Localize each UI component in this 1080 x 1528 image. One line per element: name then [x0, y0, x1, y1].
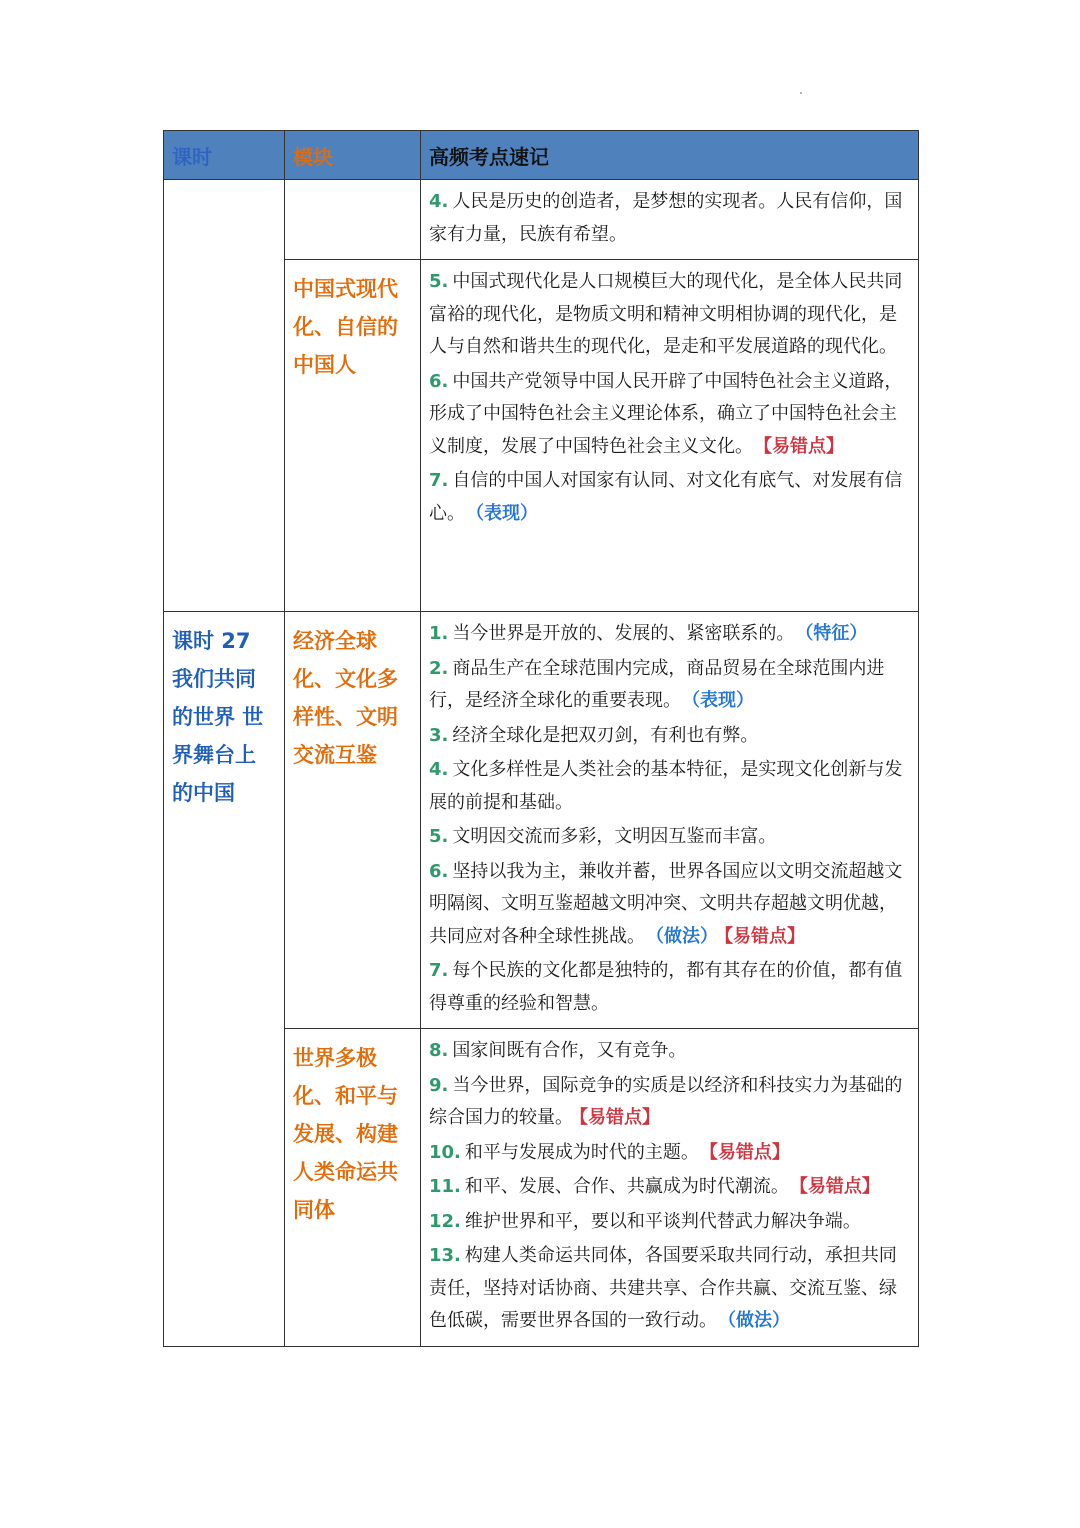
table-header-row — [164, 131, 919, 180]
list-item — [429, 1171, 910, 1204]
item-number: 2. — [429, 657, 449, 679]
item-text: 维护世界和平，要以和平谈判代替武力解决争端。 — [464, 1210, 861, 1232]
error-prone-tag: 【易错点】 — [798, 1176, 880, 1197]
item-number: 10. — [429, 1141, 461, 1163]
list-item — [429, 366, 910, 464]
item-number: 3. — [429, 724, 449, 746]
list-item — [429, 821, 910, 854]
item-text: 国家间既有合作，又有竞争。 — [452, 1040, 687, 1061]
item-number: 12. — [429, 1210, 461, 1232]
points-cell — [421, 180, 919, 260]
list-item — [429, 1137, 910, 1170]
error-prone-tag: 【易错点】 — [763, 435, 844, 457]
item-number: 4. — [429, 759, 449, 780]
item-text: 商品生产在全球范围内完成，商品贸易在全球范围内进行，是经济全球化的重要表现。 — [429, 657, 885, 711]
table-row — [164, 180, 919, 260]
item-text: 和平、发展、合作、共赢成为时代潮流。 — [464, 1176, 789, 1197]
item-number: 13. — [429, 1245, 461, 1266]
item-number: 11. — [429, 1176, 461, 1197]
item-number: 4. — [429, 191, 449, 212]
study-notes-table — [163, 130, 919, 1347]
item-text: 中国共产党领导中国人民开辟了中国特色社会主义道路，形成了中国特色社会主义理论体系，确立了中国特色社会主义制度，发展了中国特色社会主义文化。 — [429, 370, 903, 457]
item-text: 人民是历史的创造者，是梦想的实现者。人民有信仰，国家有力量，民族有希望。 — [429, 191, 903, 245]
list-item — [429, 1206, 910, 1239]
list-item — [429, 1240, 910, 1338]
points-cell — [421, 260, 919, 612]
header-module: 模块 — [285, 131, 421, 180]
item-text: 文明因交流而多彩，文明因互鉴而丰富。 — [452, 826, 777, 847]
list-item — [429, 1070, 910, 1135]
points-cell — [421, 612, 919, 1029]
item-text: 和平与发展成为时代的主题。 — [464, 1141, 699, 1163]
item-text: 构建人类命运共同体，各国要采取共同行动，承担共同责任，坚持对话协商、共建共享、合作共赢、交流互鉴、绿色低碳，需要世界各国的一致行动。 — [429, 1245, 897, 1331]
item-text: 自信的中国人对国家有认同、对文化有底气、对发展有信心。 — [429, 470, 903, 524]
error-prone-tag: 【易错点】 — [579, 1107, 660, 1128]
list-item — [429, 955, 910, 1020]
item-number: 6. — [429, 860, 449, 882]
item-text: 经济全球化是把双刃剑，有利也有弊。 — [452, 724, 759, 746]
category-tag: （做法） — [727, 1310, 790, 1331]
module-cell — [285, 180, 421, 260]
category-tag: （特征） — [804, 623, 868, 644]
category-tag: （做法） — [655, 925, 718, 947]
item-number: 1. — [429, 623, 449, 644]
page-mark — [800, 92, 802, 94]
lesson-cell: 课时 27 我们共同的世界 世界舞台上的中国 — [164, 612, 285, 1347]
lesson-cell — [164, 180, 285, 612]
points-cell — [421, 1029, 919, 1347]
item-text: 每个民族的文化都是独特的，都有其存在的价值，都有值得尊重的经验和智慧。 — [429, 960, 903, 1014]
error-prone-tag: 【易错点】 — [708, 1141, 790, 1163]
list-item — [429, 856, 910, 954]
list-item — [429, 465, 910, 530]
item-number: 6. — [429, 370, 449, 392]
list-item — [429, 1035, 910, 1068]
header-points: 高频考点速记 — [421, 131, 919, 180]
module-cell: 世界多极化、和平与发展、构建人类命运共同体 — [285, 1029, 421, 1347]
item-number: 9. — [429, 1074, 449, 1096]
item-text: 当今世界是开放的、发展的、紧密联系的。 — [452, 623, 795, 644]
list-item — [429, 186, 910, 251]
list-item — [429, 618, 910, 651]
item-text: 当今世界，国际竞争的实质是以经济和科技实力为基础的综合国力的较量。 — [429, 1074, 903, 1128]
header-lesson: 课时 — [164, 131, 285, 180]
module-cell: 经济全球化、文化多样性、文明交流互鉴 — [285, 612, 421, 1029]
item-text: 坚持以我为主，兼收并蓄，世界各国应以文明交流超越文明隔阂、文明互鉴超越文明冲突、文明共存超越文明优越，共同应对各种全球性挑战。 — [429, 860, 903, 947]
item-number: 5. — [429, 271, 449, 292]
error-prone-tag: 【易错点】 — [724, 925, 805, 947]
list-item — [429, 754, 910, 819]
list-item — [429, 266, 910, 364]
item-number: 8. — [429, 1040, 449, 1061]
item-number: 7. — [429, 960, 449, 981]
item-text: 中国式现代化是人口规模巨大的现代化，是全体人民共同富裕的现代化，是物质文明和精神文明相协调的现代化，是人与自然和谐共生的现代化，是走和平发展道路的现代化。 — [429, 271, 903, 357]
table-row — [164, 612, 919, 1029]
module-cell: 中国式现代化、自信的中国人 — [285, 260, 421, 612]
item-number: 7. — [429, 470, 449, 491]
category-tag: （表现） — [691, 690, 754, 711]
item-number: 5. — [429, 826, 449, 847]
item-text: 文化多样性是人类社会的基本特征，是实现文化创新与发展的前提和基础。 — [429, 759, 903, 813]
category-tag: （表现） — [475, 502, 538, 524]
list-item — [429, 720, 910, 753]
list-item — [429, 653, 910, 718]
